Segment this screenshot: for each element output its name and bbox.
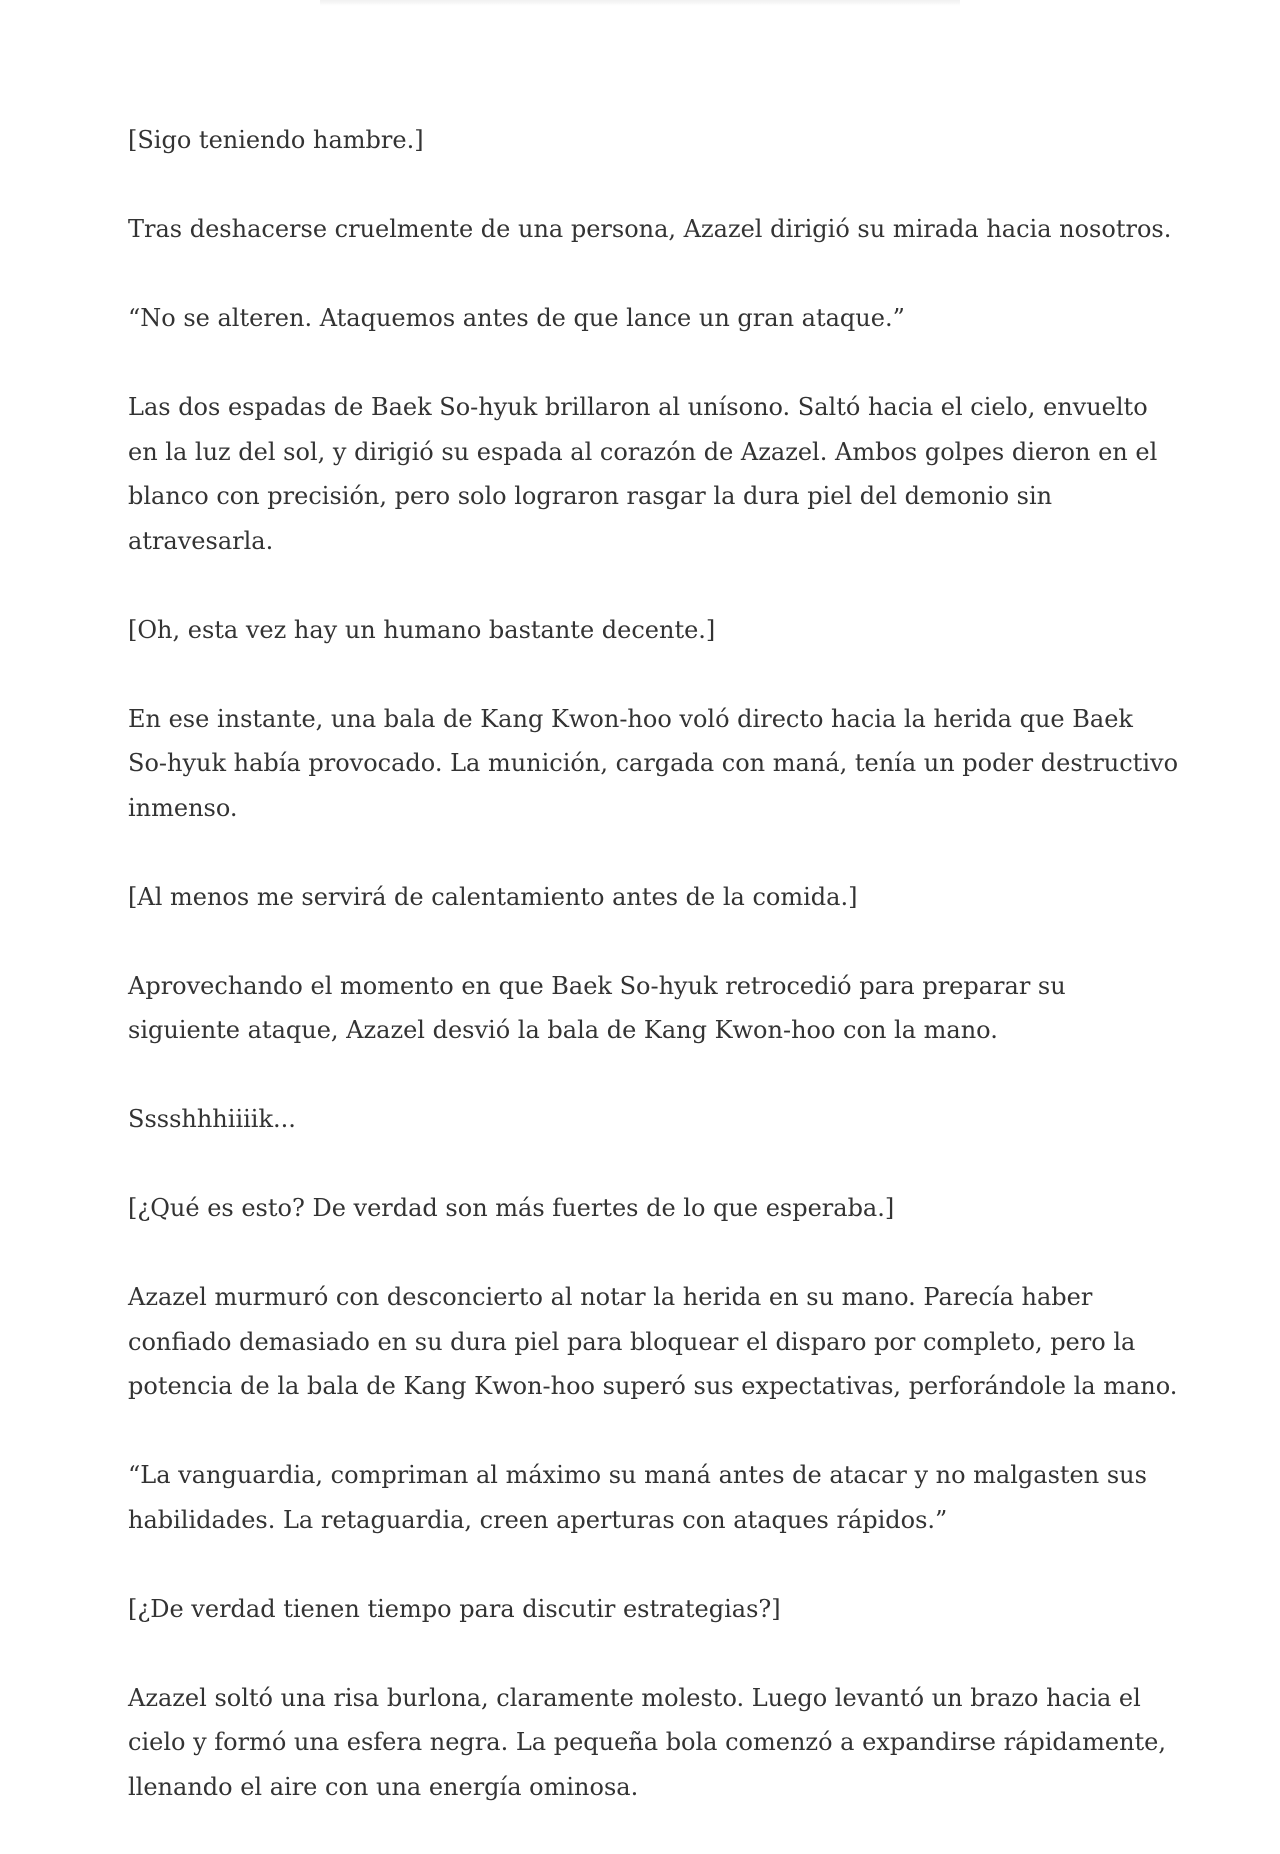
paragraph: Aprovechando el momento en que Baek So-hyuk retrocedió para preparar su siguiente ataque, Azazel desvió la bala de Kang Kwon-hoo con la mano. <box>128 971 1066 1044</box>
paragraph: [¿Qué es esto? De verdad son más fuertes de lo que esperaba.] <box>128 1194 895 1222</box>
paragraph: Azazel soltó una risa burlona, claramente molesto. Luego levantó un brazo hacia el cielo y formó una esfera negra. La pequeña bola comenzó a expandirse rápidamente, llenando el aire con una energía ominosa. <box>128 1683 1166 1801</box>
paragraph: Tras deshacerse cruelmente de una persona, Azazel dirigió su mirada hacia nosotros. <box>128 215 1172 243</box>
paragraph: [Al menos me servirá de calentamiento antes de la comida.] <box>128 882 858 911</box>
top-edge-shadow <box>320 0 960 6</box>
paragraph: “No se alteren. Ataquemos antes de que lance un gran ataque.” <box>128 304 905 332</box>
paragraph: En ese instante, una bala de Kang Kwon-hoo voló directo hacia la herida que Baek So-hyuk había provocado. La munición, cargada con maná, tenía un poder destructivo inmenso. <box>128 704 1179 822</box>
document-body <box>128 118 1178 1854</box>
paragraph: [Oh, esta vez hay un humano bastante decente.] <box>128 615 716 644</box>
paragraph: Azazel murmuró con desconcierto al notar la herida en su mano. Parecía haber confiado demasiado en su dura piel para bloquear el disparo por completo, pero la potencia de la bala de Kang Kwon-hoo superó sus expectativas, perforándole la mano. <box>128 1283 1178 1400</box>
paragraph: Sssshhhiiiik... <box>128 1105 296 1133</box>
paragraph: [¿De verdad tienen tiempo para discutir estrategias?] <box>128 1594 781 1623</box>
paragraph: “La vanguardia, compriman al máximo su maná antes de atacar y no malgasten sus habilidades. La retaguardia, creen aperturas con ataques rápidos.” <box>128 1461 1147 1534</box>
paragraph: [Sigo teniendo hambre.] <box>128 126 424 154</box>
paragraph: Las dos espadas de Baek So-hyuk brillaron al unísono. Saltó hacia el cielo, envuelto en la luz del sol, y dirigió su espada al corazón de Azazel. Ambos golpes dieron en el blanco con precisión, pero solo lograron rasgar la dura piel del demonio sin atravesarla. <box>128 393 1158 555</box>
